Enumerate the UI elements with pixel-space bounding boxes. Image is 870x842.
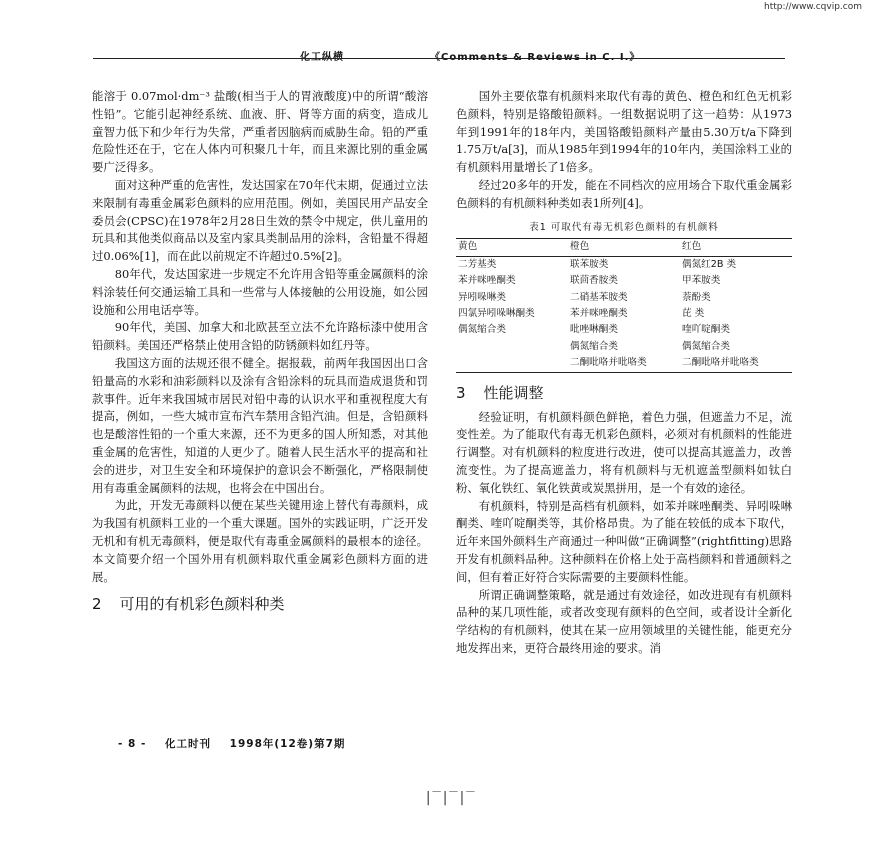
table-cell: 二酮吡咯并吡咯类 (568, 355, 680, 372)
table-cell: 联苯胺类 (570, 258, 609, 270)
right-column (456, 88, 792, 658)
table-header-row (456, 239, 792, 256)
table-cell: 偶氮缩合类 (458, 324, 506, 336)
paragraph: 经过20多年的开发，能在不同档次的应用场合下取代重金属彩色颜料的有机颜料种类如表1所列[4]。 (456, 177, 792, 210)
table-cell: 苯并咪唑酮类 (458, 275, 516, 287)
table-cell: 芘 类 (682, 308, 705, 319)
left-column (92, 88, 428, 620)
table-row (456, 355, 792, 372)
paragraph: 所谓正确调整策略，就是通过有效途径，如改进现有有机颜料品种的某几项性能，或者改变现有颜料的色空间，或者设计全新化学结构的有机颜料，使其在某一应用领域里的关键性能，能更充分地发挥出来，更符合最终用途的要求。消 (456, 587, 792, 655)
paragraph: 为此，开发无毒颜料以便在某些关键用途上替代有毒颜料，成为我国有机颜料工业的一个重大课题。国外的实践证明，广泛开发无机和有机无毒颜料，便是取代有毒重金属颜料的最根本的途径。本文简要介绍一个国外用有机颜料取代重金属彩色颜料方面的进展。 (92, 498, 428, 584)
table-cell: 偶氮缩合类 (682, 340, 730, 352)
table-header-cell: 红色 (680, 239, 792, 256)
table-cell: 异吲哚啉类 (458, 291, 506, 303)
table-cell: 吡唑啉酮类 (570, 324, 618, 336)
section-title: 可用的有机彩色颜料种类 (119, 595, 285, 614)
table-cell (456, 339, 568, 355)
section-number: 3 (456, 383, 466, 402)
table-row (456, 339, 792, 355)
table-cell: 四氯异吲哚啉酮类 (458, 308, 535, 319)
header-journal-label: 《Comments & Reviews in C. I.》 (430, 52, 641, 63)
source-watermark: http://www.cqvip.com (764, 2, 862, 12)
page-footer (118, 736, 359, 751)
paragraph: 经验证明，有机颜料颜色鲜艳，着色力强，但遮盖力不足，流变性差。为了能取代有毒无机彩色颜料，必须对有机颜料的性能进行调整。对有机颜料的粒度进行改进，使可以提高其遮盖力，改善流变性。为了提高遮盖力，将有机颜料与无机遮盖型颜料如钛白粉、氧化铁红、氧化铁黄或炭黑拼用，是一个有效的途径。 (456, 409, 792, 495)
section-title: 性能调整 (483, 383, 544, 402)
table-header-cell: 橙色 (568, 239, 680, 256)
table-cell: 二芳基类 (458, 258, 497, 270)
paragraph: 能溶于 0.07mol·dm⁻³ 盐酸(相当于人的胃液酸度)中的所谓“酸溶性铅”。它能引起神经系统、血液、肝、肾等方面的病变，造成儿童智力低下和少年行为失常，严重者因脑病而威胁生命。铅的严重危险性还在于，它在人体内可积聚几十年，而且来源比别的重金属要广泛得多。 (92, 89, 428, 175)
section-number: 2 (92, 595, 102, 614)
table-row (456, 322, 792, 338)
header-rule (93, 58, 785, 59)
table-cell: 二硝基苯胺类 (570, 291, 628, 303)
paragraph: 80年代，发达国家进一步规定不允许用含铅等重金属颜料的涂料涂装任何交通运输工具和一些常与人体接触的公用设施，如公园设施和公用电话亭等。 (92, 266, 428, 317)
table-row (456, 306, 792, 322)
paragraph: 面对这种严重的危害性，发达国家在70年代末期，促通过立法来限制有毒重金属彩色颜料的应用范围。例如，美国民用产品安全委员会(CPSC)在1978年2月28日生效的禁令中规定，供儿童用的玩具和其他类似商品以及室内家具类制品用的涂料，含铅量不得超过0.06%[1]，而在此以前规定不许超过0.5%[2]。 (92, 177, 428, 264)
scan-artifact: |‾|‾|‾ (424, 790, 475, 806)
paragraph: 90年代，美国、加拿大和北欧甚至立法不允许路标漆中使用含铅颜料。美国还严格禁止使用含铅的防锈颜料如红丹等。 (92, 320, 428, 353)
paragraph: 国外主要依靠有机颜料来取代有毒的黄色、橙色和红色无机彩色颜料，特别是铬酸铅颜料。一组数据说明了这一趋势：从1973年到1991年的18年内，美国铬酸铅颜料产量由5.30万t/a下降到1.75万t/a[3]，而从1985年到1994年的10年内，美国涂料工业的有机颜料用量增长了1倍多。 (456, 89, 792, 175)
section-heading-3 (456, 381, 792, 405)
table-cell (456, 355, 568, 372)
table-cell: 甲苯胺类 (682, 275, 721, 287)
table-cell: 联茴香胺类 (570, 275, 618, 287)
page-number: - 8 - (118, 738, 147, 750)
issue-info: 1998年(12卷)第7期 (229, 738, 346, 750)
paragraph: 我国这方面的法规还很不健全。据报载，前两年我国因出口含铅量高的水彩和油彩颜料以及涂有含铅涂料的玩具而造成退货和罚款事件。近年来我国城市居民对铅中毒的认识水平和重视程度大有提高，例如，一些大城市宣布汽车禁用含铅汽油。但是，含铅颜料也是酸溶性铅的一个重大来源，还不为更多的国人所知悉，对其他重金属的危害性，知道的人更少了。随着人民生活水平的提高和社会的进步，对卫生安全和环境保护的意识会不断强化，严格限制使用有毒重金属颜料的法规，也将会在中国出台。 (92, 355, 428, 495)
table-row (456, 273, 792, 289)
section-heading-2 (92, 592, 428, 616)
table-row (456, 256, 792, 273)
table-caption: 表1 可取代有毒无机彩色颜料的有机颜料 (529, 221, 719, 233)
table-cell: 二酮吡咯并吡咯类 (680, 355, 792, 372)
journal-name: 化工时刊 (165, 738, 211, 750)
header-section-label: 化工纵横 (300, 52, 344, 63)
table-cell: 偶氮缩合类 (570, 340, 618, 352)
pigment-table (456, 238, 792, 372)
paragraph: 有机颜料，特别是高档有机颜料，如苯并咪唑酮类、异吲哚啉酮类、喹吖啶酮类等，其价格昂贵。为了能在较低的成本下取代，近年来国外颜料生产商通过一种叫做“正确调整”(rightfitting)思路开发有机颜料品种。这种颜料在价格上处于高档颜料和普通颜料之间，但有着正好符合实际需要的主要颜料性能。 (456, 498, 792, 584)
table-cell: 苯并咪唑酮类 (570, 308, 628, 319)
table-cell: 喹吖啶酮类 (682, 324, 730, 336)
table-row (456, 290, 792, 306)
table-header-cell: 黄色 (456, 239, 568, 256)
table-cell: 偶氮红2B 类 (682, 258, 737, 270)
table-cell: 萘酚类 (682, 291, 711, 303)
